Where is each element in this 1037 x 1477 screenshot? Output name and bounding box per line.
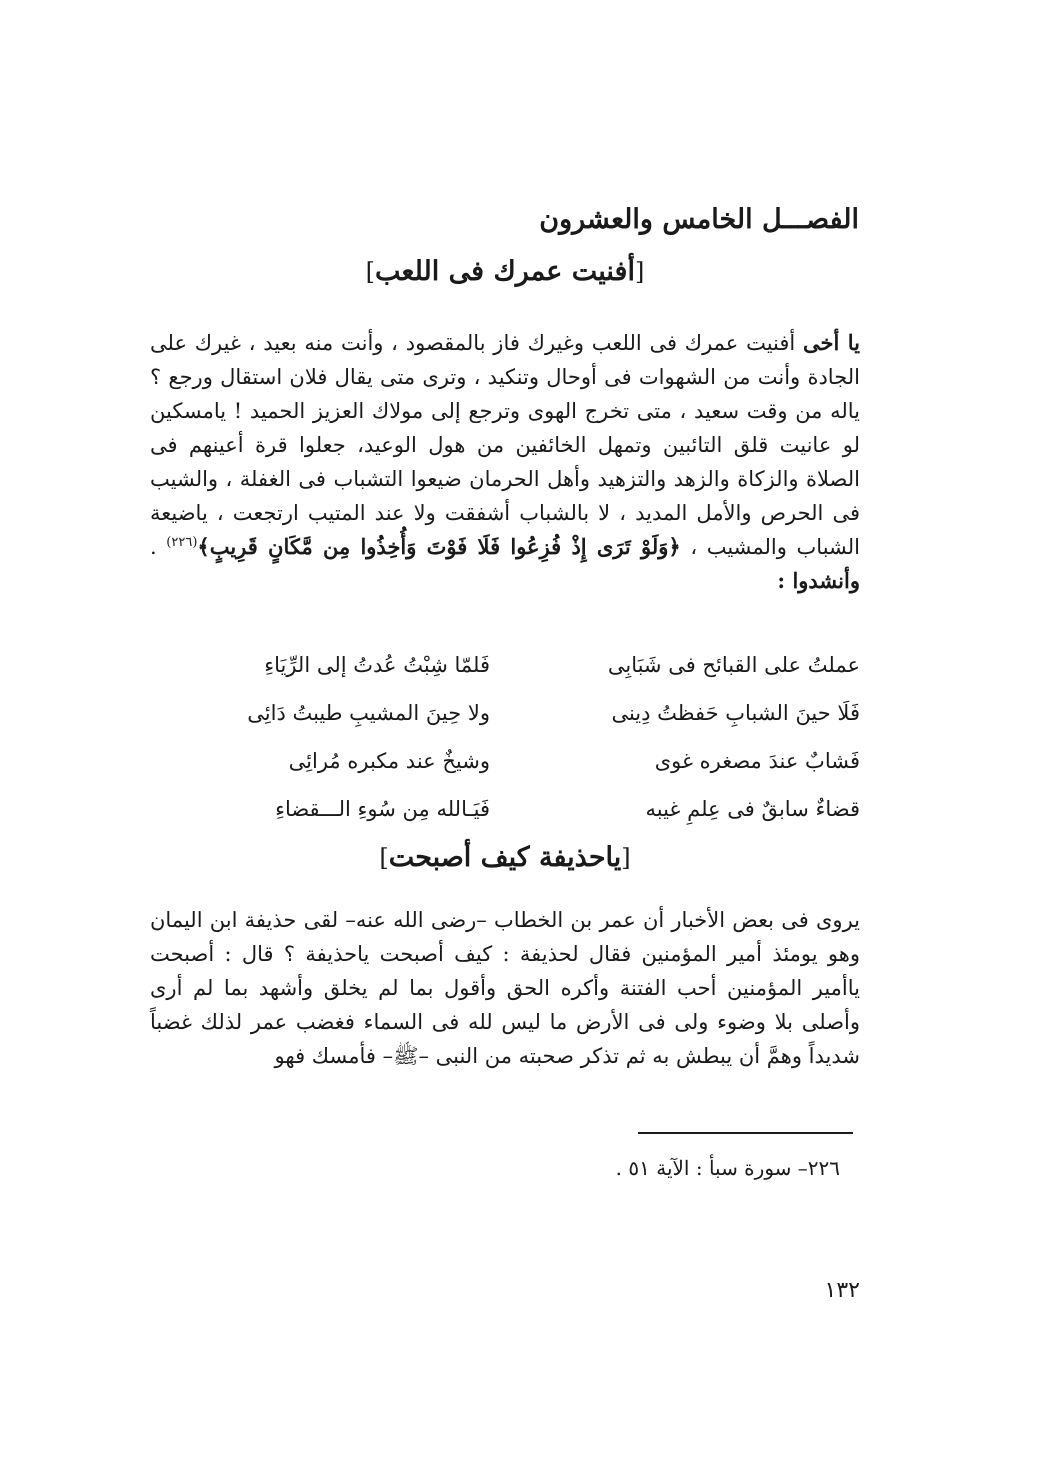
verse-second-hemistich: وشيخٌ عند مكبره مُرائِى bbox=[288, 749, 490, 773]
section-1-paragraph bbox=[150, 326, 860, 598]
verse-first-hemistich: فَشابٌ عندَ مصغره غوى bbox=[654, 749, 860, 773]
poem-verse bbox=[160, 737, 860, 785]
paragraph-punctuation: . bbox=[150, 535, 167, 559]
quran-verse: ﴿وَلَوْ تَرَى إِذْ فُزِعُوا فَلَا فَوْتَ وَأُخِذُوا مِن مَّكَانٍ قَرِيبٍ﴾ bbox=[197, 534, 681, 559]
paragraph-text: يروى فى بعض الأخبار أن عمر بن الخطاب –رضى الله عنه– لقى حذيفة ابن اليمان وهو يومئذ أمير المؤمنين فقال لحذيفة : كيف أصبحت ياحذيفة ؟ قال : أصبحت ياأمير المؤمنين أحب الفتنة وأكره الحق وأقول بما لم يخلق وأشهد بما لم أرى وأصلى بلا وضوء ولى فى الأرض ما ليس لله فى السماء فغضب عمر لذلك غضباً شديداً وهمَّ أن يبطش به ثم تذكر صحبته من النبى –ﷺ– فأمسك فهو bbox=[150, 908, 860, 1068]
verse-second-hemistich: فَلمّا شِبْتُ عُدتُ إلى الرِّيَاءِ bbox=[264, 653, 490, 677]
heading-bracket-close: ] bbox=[379, 844, 389, 872]
heading-bracket-open: [ bbox=[634, 258, 645, 286]
poem-verse bbox=[160, 641, 860, 689]
poem-verse bbox=[160, 785, 860, 833]
heading-text: أفنيت عمرك فى اللعب bbox=[375, 256, 635, 287]
paragraph-text: أفنيت عمرك فى اللعب وغيرك فاز بالمقصود ، وأنت منه بعيد ، غيرك على الجادة وأنت من الشهوات فى أوحال وتنكيد ، وترى متى يقال فلان استقال ورجع ؟ ياله من وقت سعيد ، متى تخرج الهوى وترجع إلى مولاك العزيز الحميد ! يامسكين لو عانيت قلق التائبين وتمهل الخائفين من هول الوعيد، جعلوا قرة أعينهم فى الصلاة والزكاة والزهد والتزهيد وأهل الحرمان ضيعوا التشباب فى الغفلة ، والشيب فى الحرص والأمل المديد ، لا بالشباب أشفقت ولا عند المتيب ارتجعت ، ياضيعة الشباب والمشيب ، bbox=[150, 331, 860, 559]
section-2-paragraph bbox=[150, 903, 860, 1073]
section-heading-1 bbox=[150, 252, 860, 292]
heading-text: ياحذيفة كيف أصبحت bbox=[388, 842, 622, 873]
verse-first-hemistich: قضاءٌ سابقٌ فى عِلمِ غيبه bbox=[645, 797, 860, 821]
verse-second-hemistich: ولا حِينَ المشيبِ طيبتُ دَائِى bbox=[247, 701, 490, 725]
page-number: ١٣٢ bbox=[824, 1278, 860, 1303]
footnote-reference: (٢٢٦) bbox=[166, 535, 198, 550]
footnote: ٢٢٦– سورة سبأ : الآية ٥١ . bbox=[615, 1156, 840, 1180]
verse-second-hemistich: فَيَـالله مِن سُوءِ الـــقضاءِ bbox=[275, 797, 490, 821]
heading-bracket-close: ] bbox=[365, 258, 376, 286]
footnote-divider bbox=[638, 1132, 853, 1134]
poem-verse bbox=[160, 689, 860, 737]
lead-phrase: يا أخى bbox=[803, 330, 861, 355]
chapter-title: الفصـــل الخامس والعشرون bbox=[539, 204, 859, 235]
verse-first-hemistich: فَلَا حينَ الشبابِ حَفظتُ دِينى bbox=[611, 701, 860, 725]
section-heading-2 bbox=[150, 838, 860, 878]
poem bbox=[160, 641, 860, 833]
heading-bracket-open: [ bbox=[621, 844, 631, 872]
verse-first-hemistich: عملتُ على القبائح فى شَبَابِى bbox=[607, 653, 860, 677]
poem-intro: وأنشدوا : bbox=[777, 568, 860, 593]
